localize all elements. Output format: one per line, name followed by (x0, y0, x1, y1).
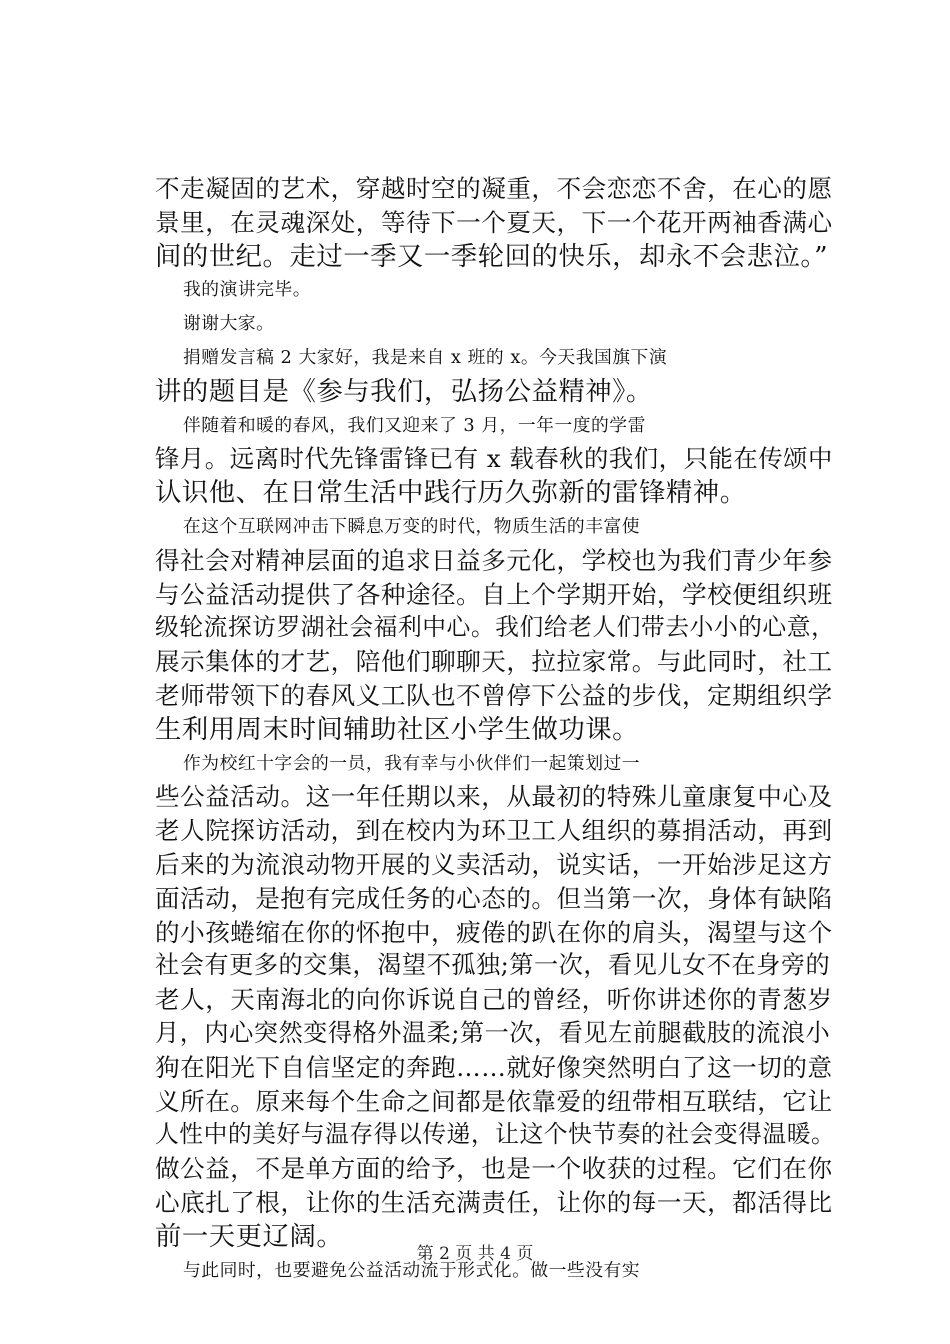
text-line: 老师带领下的春风义工队也不曾停下公益的步伐，定期组织学 (155, 680, 833, 710)
text-line: 作为校红十字会的一员，我有幸与小伙伴们一起策划过一 (183, 752, 641, 774)
text-line: 人性中的美好与温存得以传递，让这个快节奏的社会变得温暖。 (155, 1120, 836, 1149)
text-line: 些公益活动。这一年任期以来，从最初的特殊儿童康复中心及 (155, 782, 833, 812)
text-line: 锋月。远离时代先锋雷锋已有 x 载春秋的我们，只能在传颂中 (155, 444, 833, 474)
text-line: 狗在阳光下自信坚定的奔跑……就好像突然明白了这一切的意 (155, 1052, 833, 1082)
page-number: 第 2 页 共 4 页 (416, 1244, 534, 1264)
text-line: 景里，在灵魂深处，等待下一个夏天，下一个花开两袖香满心 (155, 207, 833, 237)
text-line: 前一天更辽阔。 (155, 1220, 344, 1252)
text-line: 老人院探访活动，到在校内为环卫工人组织的募捐活动，再到 (155, 816, 833, 846)
text-line: 义所在。原来每个生命之间都是依靠爱的纽带相互联结，它让 (155, 1086, 833, 1116)
text-line: 认识他、在日常生活中践行历久弥新的雷锋精神。 (155, 477, 747, 509)
text-line: 讲的题目是《参与我们，弘扬公益精神》。 (155, 375, 653, 407)
text-line: 伴随着和暖的春风，我们又迎来了 3 月，一年一度的学雷 (183, 414, 646, 436)
text-line: 的小孩蜷缩在你的怀抱中，疲倦的趴在你的肩头，渴望与这个 (155, 917, 833, 947)
text-line: 在这个互联网冲击下瞬息万变的时代，物质生活的丰富使 (183, 515, 641, 537)
text-line: 我的演讲完毕。 (183, 279, 311, 301)
text-line: 与此同时，也要避免公益活动流于形式化。做一些没有实 (183, 1259, 641, 1281)
text-line: 老人，天南海北的向你诉说自己的曾经，听你讲述你的青葱岁 (155, 985, 833, 1015)
text-line: 间的世纪。走过一季又一季轮回的快乐，却永不会悲泣。” (155, 240, 829, 272)
text-line: 社会有更多的交集，渴望不孤独;第一次，看见儿女不在身旁的 (155, 951, 831, 980)
text-line: 捐赠发言稿 2 大家好，我是来自 x 班的 x。今天我国旗下演 (183, 346, 668, 368)
text-line: 做公益，不是单方面的给予，也是一个收获的过程。它们在你 (155, 1154, 833, 1184)
text-line: 生利用周末时间辅助社区小学生做功课。 (155, 713, 640, 745)
text-line: 与公益活动提供了各种途径。自上个学期开始，学校便组织班 (155, 579, 833, 609)
text-line: 得社会对精神层面的追求日益多元化，学校也为我们青少年参 (155, 545, 833, 575)
text-line: 月，内心突然变得格外温柔;第一次，看见左前腿截肢的流浪小 (155, 1018, 831, 1047)
text-line: 不走凝固的艺术，穿越时空的凝重，不会恋恋不舍，在心的愿 (155, 174, 833, 203)
text-line: 心底扎了根，让你的生活充满责任，让你的每一天，都活得比 (155, 1187, 833, 1217)
text-line: 谢谢大家。 (183, 313, 275, 335)
document-body (155, 172, 835, 1287)
text-line: 后来的为流浪动物开展的义卖活动，说实话，一开始涉足这方 (155, 849, 833, 879)
text-line: 面活动，是抱有完成任务的心态的。但当第一次，身体有缺陷 (155, 883, 833, 913)
page-footer (0, 1243, 950, 1265)
text-line: 级轮流探访罗湖社会福利中心。我们给老人们带去小小的心意， (155, 613, 836, 642)
text-line: 展示集体的才艺，陪他们聊聊天，拉拉家常。与此同时，社工 (155, 647, 833, 677)
